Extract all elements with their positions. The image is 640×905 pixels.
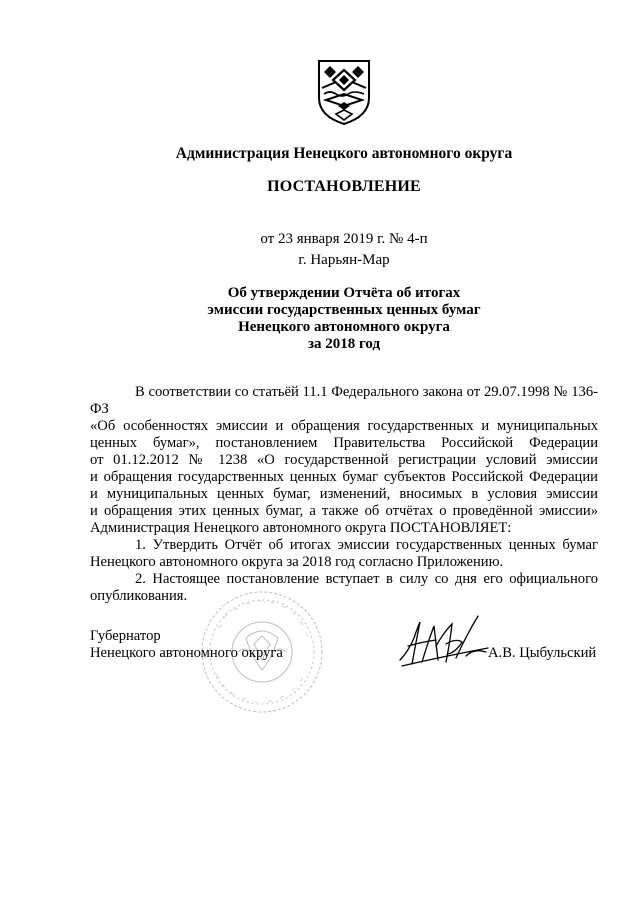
place-line: г. Нарьян-Мар bbox=[298, 252, 390, 268]
body-line: и муниципальных ценных бумаг, изменений, вносимых в условия эмиссии bbox=[90, 486, 598, 502]
document-body bbox=[90, 384, 598, 605]
coat-of-arms-icon bbox=[316, 58, 372, 126]
position-line: Ненецкого автономного округа bbox=[90, 645, 283, 661]
document-title bbox=[90, 285, 598, 353]
body-line: 1. Утвердить Отчёт об итогах эмиссии государственных ценных бумаг bbox=[135, 537, 598, 553]
handwritten-signature-icon bbox=[396, 612, 492, 674]
position-line: Губернатор bbox=[90, 628, 161, 644]
document-type: ПОСТАНОВЛЕНИЕ bbox=[267, 178, 421, 195]
title-line: Ненецкого автономного округа bbox=[238, 319, 450, 335]
signatory-position bbox=[90, 628, 283, 662]
title-line: Об утверждении Отчёта об итогах bbox=[227, 285, 461, 301]
signatory-name: А.В. Цыбульский bbox=[488, 645, 597, 661]
title-line: за 2018 год bbox=[307, 336, 381, 352]
body-line: 2. Настоящее постановление вступает в силу со дня его официального bbox=[135, 571, 598, 587]
organization-name: Администрация Ненецкого автономного округа bbox=[175, 145, 513, 162]
body-line: от 01.12.2012 № 1238 «О государственной регистрации условий эмиссии bbox=[90, 452, 598, 468]
body-line: и обращения государственных ценных бумаг субъектов Российской Федерации bbox=[90, 469, 598, 485]
body-line: опубликования. bbox=[90, 588, 188, 604]
body-line: Администрация Ненецкого автономного округа ПОСТАНОВЛЯЕТ: bbox=[90, 520, 512, 536]
body-line: «Об особенностях эмиссии и обращения государственных и муниципальных bbox=[90, 418, 598, 434]
title-line: эмиссии государственных ценных бумаг bbox=[207, 302, 481, 318]
body-line: ценных бумаг», постановлением Правительства Российской Федерации bbox=[90, 435, 598, 451]
date-number-line: от 23 января 2019 г. № 4-п bbox=[260, 231, 428, 247]
body-line: Ненецкого автономного округа за 2018 год согласно Приложению. bbox=[90, 554, 504, 570]
body-line: и обращения этих ценных бумаг, а также об отчётах о проведённой эмиссии» bbox=[90, 503, 598, 519]
body-line: В соответствии со статьёй 11.1 Федерального закона от 29.07.1998 № 136-ФЗ bbox=[90, 384, 598, 417]
